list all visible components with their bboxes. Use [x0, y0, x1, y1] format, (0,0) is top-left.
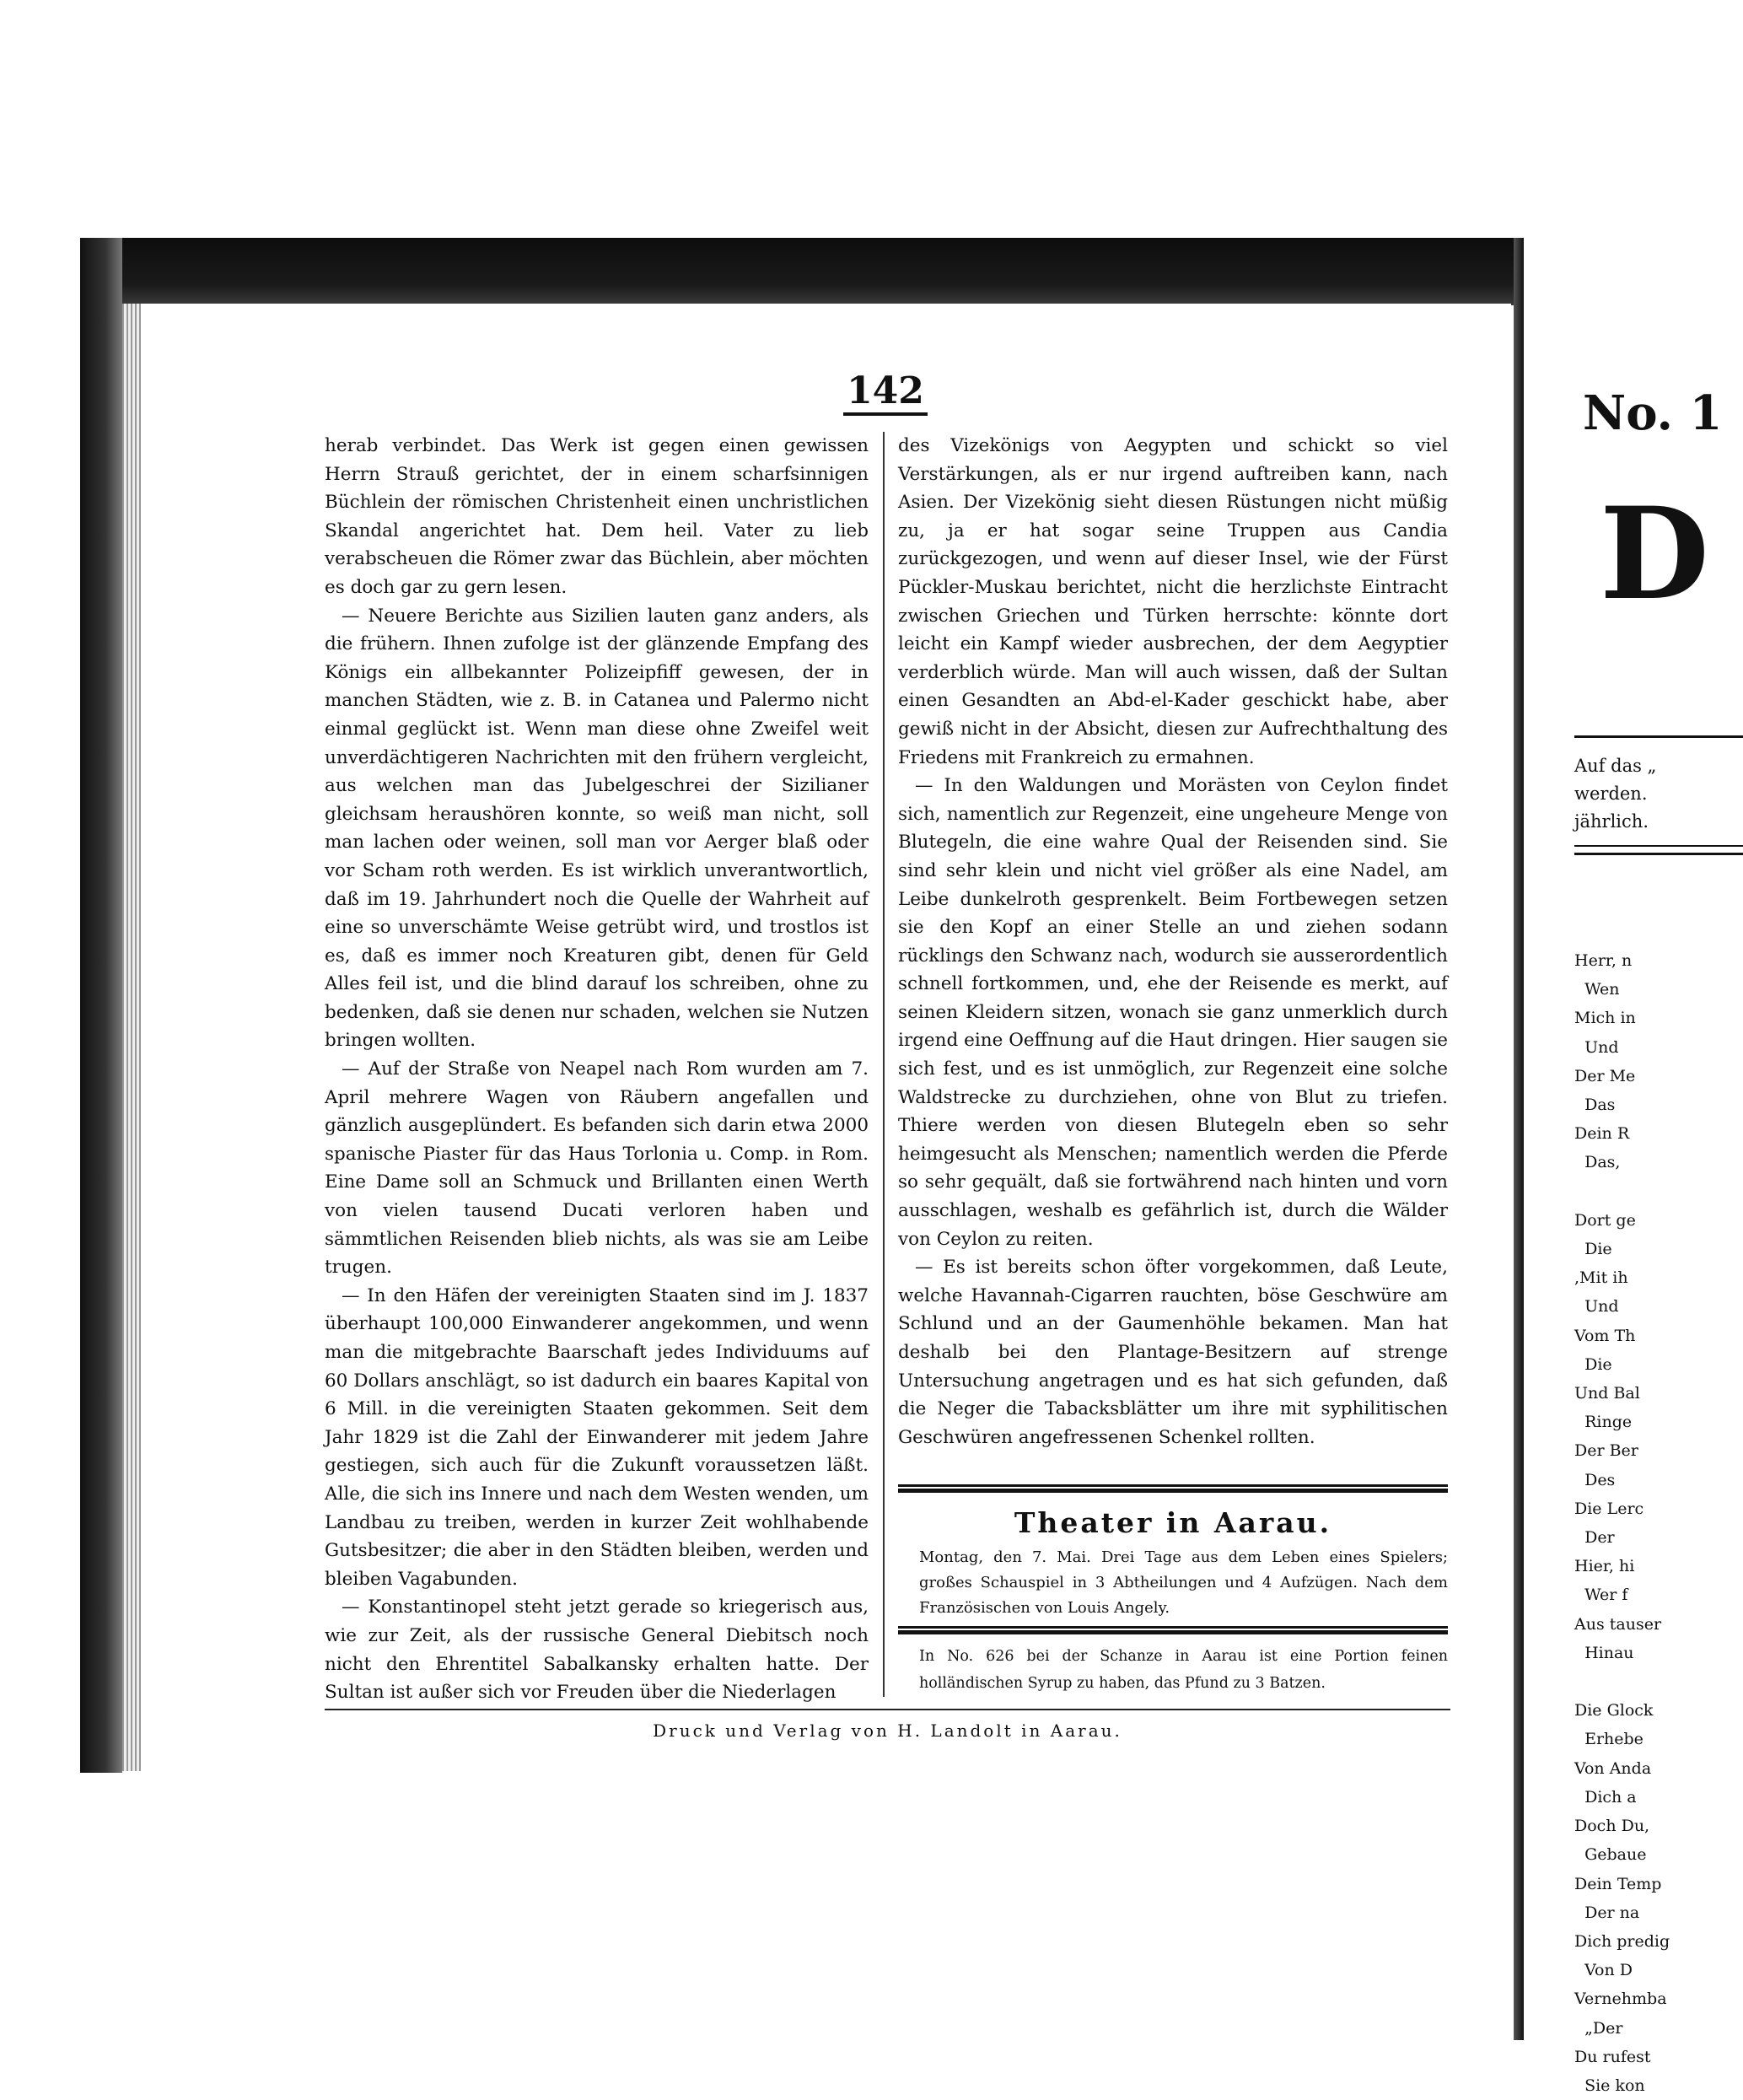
poem-line: Und: [1574, 1297, 1619, 1317]
article-paragraph: — Neuere Berichte aus Sizilien lauten ganz anders, als die frühern. Ihnen zufolge ist der glänzende Empfang des Königs ein allbekannter Polizeipfiff gewesen, der in manchen Städten, wie z. B. in Catanea und Palermo nicht einmal geglückt ist. Wenn man diese ohne Zweifel weit unverdächtigeren Nachrichten mit den frühern vergleicht, aus welchen man das Jubelgeschrei der Sizilianer gleichsam heraushören konnte, so weiß man nicht, soll man lachen oder weinen, soll man vor Aerger blaß oder vor Scham roth werden. Es ist wirklich unverantwortlich, daß im 19. Jahrhundert noch die Quelle der Wahrheit auf eine so unverschämte Weise getrübt wird, und trostlos ist es, daß es immer noch Kreaturen gibt, denen für Geld Alles feil ist, und die blind darauf los schreiben, ohne zu bedenken, daß sie denen nur schaden, welchen sie Nutzen bringen wollten.: [325, 605, 869, 1052]
poem-line: Hinau: [1574, 1643, 1634, 1662]
masthead-rule: [1574, 735, 1743, 738]
poem-line: Die Lerc: [1574, 1499, 1644, 1518]
theater-heading: Theater in Aarau.: [1014, 1506, 1332, 1539]
next-page-issue-number: No. 1: [1583, 385, 1723, 441]
poem-line: Das: [1574, 1096, 1616, 1115]
poem-line: Vom Th: [1574, 1326, 1636, 1345]
poem-line: Vernehmba: [1574, 1990, 1667, 2009]
poem-line: Wen: [1574, 980, 1620, 999]
poem-line: Von Anda: [1574, 1758, 1652, 1778]
poem-line: Und: [1574, 1037, 1619, 1057]
poem-line: Herr, n: [1574, 951, 1633, 970]
poem-line: Wer f: [1574, 1586, 1628, 1605]
poem-line: Der: [1574, 1528, 1615, 1548]
advertisement: In No. 626 bei der Schanze in Aarau ist eine Portion feinen holländischen Syrup zu haben, das Pfund zu 3 Batzen.: [919, 1648, 1448, 1692]
poem-fragment: [1574, 946, 1670, 2100]
article-paragraph: herab verbindet. Das Werk ist gegen einen gewissen Herrn Strauß gerichtet, der in einem scharfsinnigen Büchlein der römischen Christenheit einen unchristlichen Skandal angerichtet hat. Dem heil. Vater zu lieb verabscheuen die Römer zwar das Büchlein, aber möchten es doch gar zu gern lesen.: [325, 435, 869, 598]
page-number: 142: [843, 369, 928, 416]
poem-line: Die: [1574, 1240, 1612, 1259]
column-divider: [883, 432, 885, 1697]
poem-line: Dich a: [1574, 1787, 1637, 1807]
imprint-rule: [325, 1709, 1450, 1710]
poem-line: Dein Temp: [1574, 1874, 1662, 1893]
poem-line: Der na: [1574, 1903, 1640, 1922]
subscription-line: jährlich.: [1574, 811, 1649, 832]
theater-announcement: Montag, den 7. Mai. Drei Tage aus dem Leben eines Spielers; großes Schauspiel in 3 Abtheilungen und 4 Aufzügen. Nach dem Französischen von Louis Angely.: [919, 1548, 1448, 1617]
poem-line: Dort ge: [1574, 1210, 1636, 1230]
poem-line: Von D: [1574, 1961, 1633, 1980]
subscription-line: werden.: [1574, 783, 1648, 804]
poem-line: Der Ber: [1574, 1441, 1638, 1461]
poem-line: Mich in: [1574, 1009, 1636, 1028]
right-column: [898, 432, 1448, 1451]
poem-line: Und Bal: [1574, 1384, 1640, 1403]
poem-line: Die Glock: [1574, 1701, 1654, 1720]
article-paragraph: — Konstantinopel steht jetzt gerade so kriegerisch aus, wie zur Zeit, als der russische General Diebitsch noch nicht den Ehrentitel Sabalkansky erhalten hatte. Der Sultan ist außer sich vor Freuden über die Niederlagen: [325, 1597, 869, 1704]
ad-top-rule: [898, 1626, 1448, 1634]
scan-border-left: [80, 238, 122, 1773]
left-column: [325, 432, 869, 1707]
article-paragraph: — In den Häfen der vereinigten Staaten sind im J. 1837 überhaupt 100,000 Einwanderer angekommen, und wenn man die mitgebrachte Baarschaft jedes Individuums auf 60 Dollars anschlägt, so ist dadurch ein baares Kapital von 6 Mill. in die vereinigten Staaten gekommen. Seit dem Jahr 1829 ist die Zahl der Einwanderer mit jedem Jahre gestiegen, sich auch für die Zukunft voraussetzen läßt. Alle, die sich ins Innere und nach dem Westen wenden, um Landbau zu treiben, werden in kurzer Zeit wohlhabende Gutsbesitzer; die aber in den Städten bleiben, werden und bleiben Vagabunden.: [325, 1284, 869, 1590]
poem-line: ,Mit ih: [1574, 1268, 1628, 1288]
poem-line: Du rufest: [1574, 2047, 1651, 2066]
poem-line: Dich predig: [1574, 1931, 1670, 1951]
poem-line: [1574, 1177, 1670, 1206]
book-page-edges: [122, 304, 141, 1771]
article-paragraph: des Vizekönigs von Aegypten und schickt so viel Verstärkungen, als er nur irgend auftreiben kann, nach Asien. Der Vizekönig sieht diesen Rüstungen nicht müßig zu, ja er hat sogar seine Truppen aus Candia zurückgezogen, und wenn auf dieser Insel, wie der Fürst Pückler-Muskau berichtet, nicht die herzlichste Eintracht zwischen Griechen und Türken herrschte: könnte dort leicht ein Kampf wieder ausbrechen, der dem Aegyptier verderblich würde. Man will auch wissen, daß der Sultan einen Gesandten an Abd-el-Kader geschickt habe, aber gewiß nicht in der Absicht, diesen zur Aufrechthaltung des Friedens mit Frankreich zu ermahnen.: [898, 435, 1448, 768]
subscription-rule: [1574, 845, 1743, 855]
poem-line: Das,: [1574, 1153, 1621, 1172]
book-gutter: [1514, 238, 1524, 2040]
poem-line: [1574, 1667, 1670, 1696]
scan-border-top: [80, 238, 1687, 305]
subscription-text: [1574, 752, 1656, 836]
article-paragraph: — Es ist bereits schon öfter vorgekommen, daß Leute, welche Havannah-Cigarren rauchten, böse Geschwüre am Schlund und an der Gaumenhöhle bekamen. Man hat deshalb bei den Plantage-Besitzern auf strenge Untersuchung angetragen und es hat sich gefunden, daß die Neger die Tabacksblätter um ihre mit syphilitischen Geschwüren angefressenen Schenkel rollten.: [898, 1257, 1448, 1448]
imprint: Druck und Verlag von H. Landolt in Aarau.: [653, 1720, 1122, 1741]
theater-top-rule: [898, 1484, 1448, 1493]
poem-line: „Der: [1574, 2018, 1623, 2038]
poem-line: Dein R: [1574, 1124, 1630, 1144]
poem-line: Ringe: [1574, 1413, 1633, 1432]
poem-line: Erhebe: [1574, 1730, 1643, 1749]
poem-line: Der Me: [1574, 1066, 1636, 1085]
poem-line: Die: [1574, 1354, 1612, 1374]
poem-line: Gebaue: [1574, 1845, 1647, 1865]
article-paragraph: — In den Waldungen und Morästen von Ceylon findet sich, namentlich zur Regenzeit, eine ungeheure Menge von Blutegeln, die eine wahre Qual der Reisenden sind. Sie sind sehr klein und nicht viel größer als eine Nadel, am Leibe dunkelroth gesprenkelt. Beim Fortbewegen setzen sie den Kopf an einer Stelle an und ziehen sodann rücklings den Schwanz nach, wodurch sie ausserordentlich schnell fortkommen, und, ehe der Reisende es merkt, auf seinen Kleidern sitzen, wonach sie ganz unmerklich durch irgend eine Oeffnung auf die Haut dringen. Hier saugen sie sich fest, und es ist unmöglich, zur Regenzeit eine solche Waldstrecke zu durchziehen, ohne von Blut zu triefen. Thiere werden von diesen Blutegeln eben so sehr heimgesucht als Menschen; namentlich werden die Pferde so sehr gequält, daß sie fortwährend nach hinten und vorn ausschlagen, weshalb es gefährlich ist, durch die Wälder von Ceylon zu reiten.: [898, 775, 1448, 1250]
subscription-line: Auf das „: [1574, 756, 1657, 776]
poem-line: Aus tauser: [1574, 1614, 1662, 1634]
poem-line: Hier, hi: [1574, 1557, 1635, 1576]
poem-line: Sie kon: [1574, 2076, 1645, 2095]
next-page-fragment: [1524, 238, 1723, 2095]
poem-line: Doch Du,: [1574, 1817, 1650, 1836]
masthead-initial: D: [1600, 480, 1710, 628]
poem-line: Des: [1574, 1470, 1616, 1489]
article-paragraph: — Auf der Straße von Neapel nach Rom wurden am 7. April mehrere Wagen von Räubern angefallen und gänzlich ausgeplündert. Es befanden sich darin etwa 2000 spanische Piaster für das Haus Torlonia u. Comp. in Rom. Eine Dame soll an Schmuck und Brillanten einen Werth von vielen tausend Ducati verloren haben und sämmtlichen Reisenden blieb nichts, als was sie am Leibe trugen.: [325, 1058, 869, 1279]
